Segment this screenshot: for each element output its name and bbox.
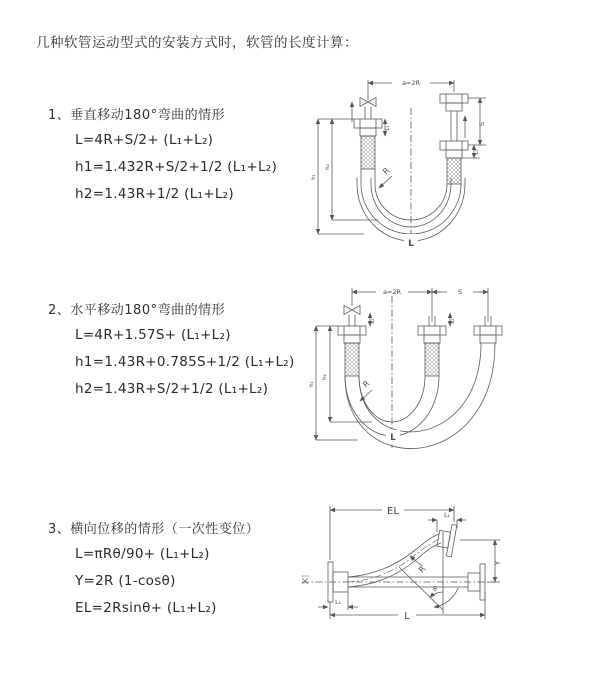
dim-label-span: a=2R [382,288,402,296]
diagram-lateral-displacement [298,496,600,654]
dimension-l1-top [428,520,466,532]
dim-label-el: EL [387,506,399,517]
right-hose-fitting-lower [440,141,468,184]
formula-line: h2=1.43R+1/2 (L₁+L₂) [75,186,234,202]
radius-arrow [379,176,392,188]
dim-label-r: R [361,378,372,390]
formula-line: L=4R+S/2+ (L₁+L₂) [75,132,214,148]
section-2-heading: 2、水平移动180°弯曲的情形 [48,303,226,318]
formula-line: h2=1.43R+S/2+1/2 (L₁+L₂) [75,381,269,397]
dim-label-theta: θ [433,586,437,593]
dim-label-l1: L₁ [385,125,391,131]
formula-line: h1=1.432R+S/2+1/2 (L₁+L₂) [75,159,278,175]
dim-label-h2: h₂ [325,164,331,170]
section-1-heading: 1、垂直移动180°弯曲的情形 [48,108,226,123]
section-3-heading: 3、横向位移的情形（一次性变位） [48,522,260,537]
dim-label-l1: L₁ [474,149,480,155]
braid-section [425,343,439,376]
formula-line: L=πRθ/90+ (L₁+L₂) [75,546,210,562]
section-lateral-displacement [48,518,260,616]
dim-label-span: a=2R [401,79,421,87]
formula-line: EL=2Rsinθ+ (L₁+L₂) [75,600,217,616]
formula-line: Y=2R (1-cosθ) [75,573,176,589]
page-title: 几种软管运动型式的安装方式时，软管的长度计算： [36,35,358,52]
weld-mark [301,576,309,584]
dim-label-l: L [408,239,414,249]
dim-label-l: L [404,611,410,622]
diagram-vertical-180-bend [308,72,573,264]
right-hose-fitting-upper [440,94,468,141]
diagram-horizontal-180-bend [306,280,600,462]
dim-label-h2: h₂ [322,374,328,380]
valve-icon [344,306,360,315]
left-hose-fitting [354,107,382,170]
angle-theta-construction [399,532,458,614]
dim-label-s: S [478,121,486,127]
braid-section [361,136,375,169]
braid-section [447,158,461,184]
dim-label-y: Y [494,560,502,566]
left-hose-fitting [338,315,366,377]
braid-section [345,343,359,376]
dim-label-s: S [457,288,463,296]
dim-label-l1: L₁ [444,512,450,519]
hose-u-bends [345,343,495,449]
dim-label-l1: L₁ [450,318,456,324]
dimension-h1 [318,119,364,234]
section-horizontal-180 [48,299,295,397]
dim-label-r: R [381,165,392,177]
dim-label-l1: L₁ [370,318,376,324]
dim-label-l1: L₁ [335,599,341,606]
dimension-h2 [332,119,378,220]
section-vertical-180 [48,104,278,202]
formula-line: L=4R+1.57S+ (L₁+L₂) [75,327,231,343]
upper-flange-displaced [436,523,457,557]
dim-label-l: L [390,433,396,443]
hose-s-curve [348,534,441,587]
middle-hose-fitting [418,316,446,376]
dim-label-r: R [416,564,428,575]
dim-label-h1: h₁ [309,381,315,387]
dim-label-h1: h₁ [311,174,317,180]
dimension-span-a2r [352,288,488,322]
formula-line: h1=1.43R+0.785S+1/2 (L₁+L₂) [75,354,295,370]
dimension-s [468,98,486,145]
